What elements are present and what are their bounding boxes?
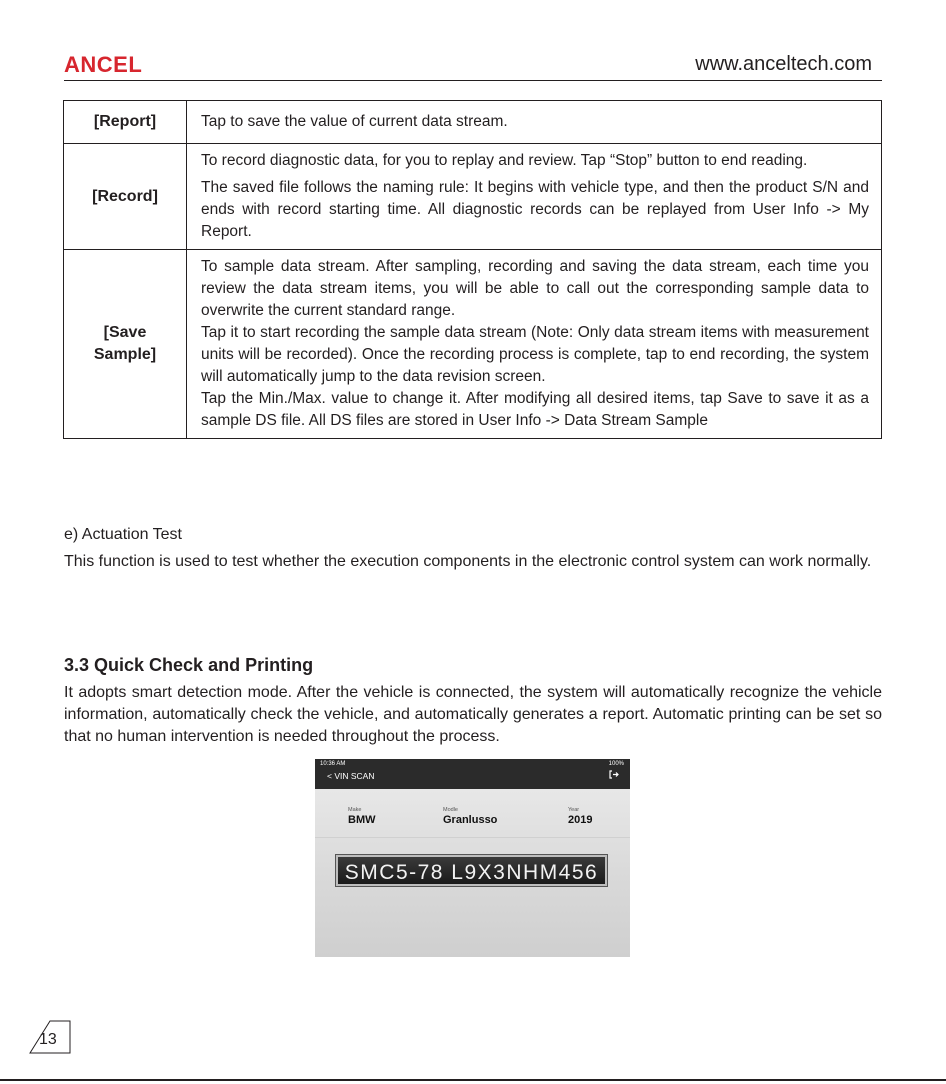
key-line: Sample] (93, 346, 157, 363)
app-screenshot (315, 759, 630, 957)
table-key (64, 250, 187, 439)
desc-paragraph: Tap to save the value of current data stream. (201, 113, 508, 130)
page-number (29, 1020, 71, 1054)
make-field (348, 807, 376, 826)
make-label: Make (348, 807, 362, 813)
footer-rule (0, 1079, 946, 1081)
app-top-bar (315, 759, 630, 789)
model-label: Modle (443, 807, 458, 813)
table-desc (187, 101, 882, 144)
battery-status: 100% (608, 761, 624, 767)
year-label: Year (568, 807, 580, 813)
table-desc (187, 144, 882, 250)
page-number-text: 13 (39, 1031, 57, 1048)
divider (315, 837, 630, 838)
page-header (64, 52, 882, 81)
section-title: 3.3 Quick Check and Printing (64, 655, 314, 675)
function-table (63, 100, 882, 439)
table-desc (187, 250, 882, 439)
vin-plate: SMC5-78 L9X3NHM456 (336, 855, 607, 886)
status-time: 10:36 AM (320, 761, 346, 767)
table-key: [Record] (64, 144, 187, 250)
exit-icon[interactable] (609, 770, 619, 779)
back-button[interactable]: < VIN SCAN (327, 771, 375, 781)
desc-paragraph: Tap it to start recording the sample data stream (Note: Only data stream items with measurement units will be recorded). Once the recording process is complete, tap to end recording, the system will automatically jump to the data revision screen. (201, 324, 869, 385)
section-text: It adopts smart detection mode. After the vehicle is connected, the system will automatically recognize the vehicle information, automatically check the vehicle, and automatically generates a report. Automatic printing can be set so that no human intervention is needed throughout the process. (64, 684, 882, 745)
year-value: 2019 (568, 814, 593, 826)
key-line: [Save (103, 324, 147, 341)
model-value: Granlusso (443, 814, 498, 826)
desc-paragraph: To sample data stream. After sampling, recording and saving the data stream, each time you review the data stream items, you will be able to call out the corresponding sample data to overwrite the current standard range. (201, 258, 869, 319)
desc-paragraph: To record diagnostic data, for you to replay and review. Tap “Stop” button to end reading. (201, 152, 808, 169)
brand-logo: ANCEL (64, 52, 143, 77)
desc-paragraph: Tap the Min./Max. value to change it. After modifying all desired items, tap Save to save it as a sample DS file. All DS files are stored in User Info -> Data Stream Sample (201, 390, 869, 429)
actuation-title: e) Actuation Test (64, 526, 182, 543)
table-key: [Report] (64, 101, 187, 144)
table-row (64, 144, 882, 250)
actuation-text: This function is used to test whether the execution components in the electronic control system can work normally. (64, 553, 872, 570)
table-row (64, 101, 882, 144)
desc-paragraph: The saved file follows the naming rule: It begins with vehicle type, and then the product S/N and ends with record starting time. All diagnostic records can be replayed from User Info -> My Report. (201, 179, 869, 240)
table-row (64, 250, 882, 439)
year-field (568, 807, 592, 826)
make-value: BMW (348, 814, 376, 826)
website-url[interactable]: www.anceltech.com (695, 53, 872, 75)
model-field (443, 807, 497, 826)
